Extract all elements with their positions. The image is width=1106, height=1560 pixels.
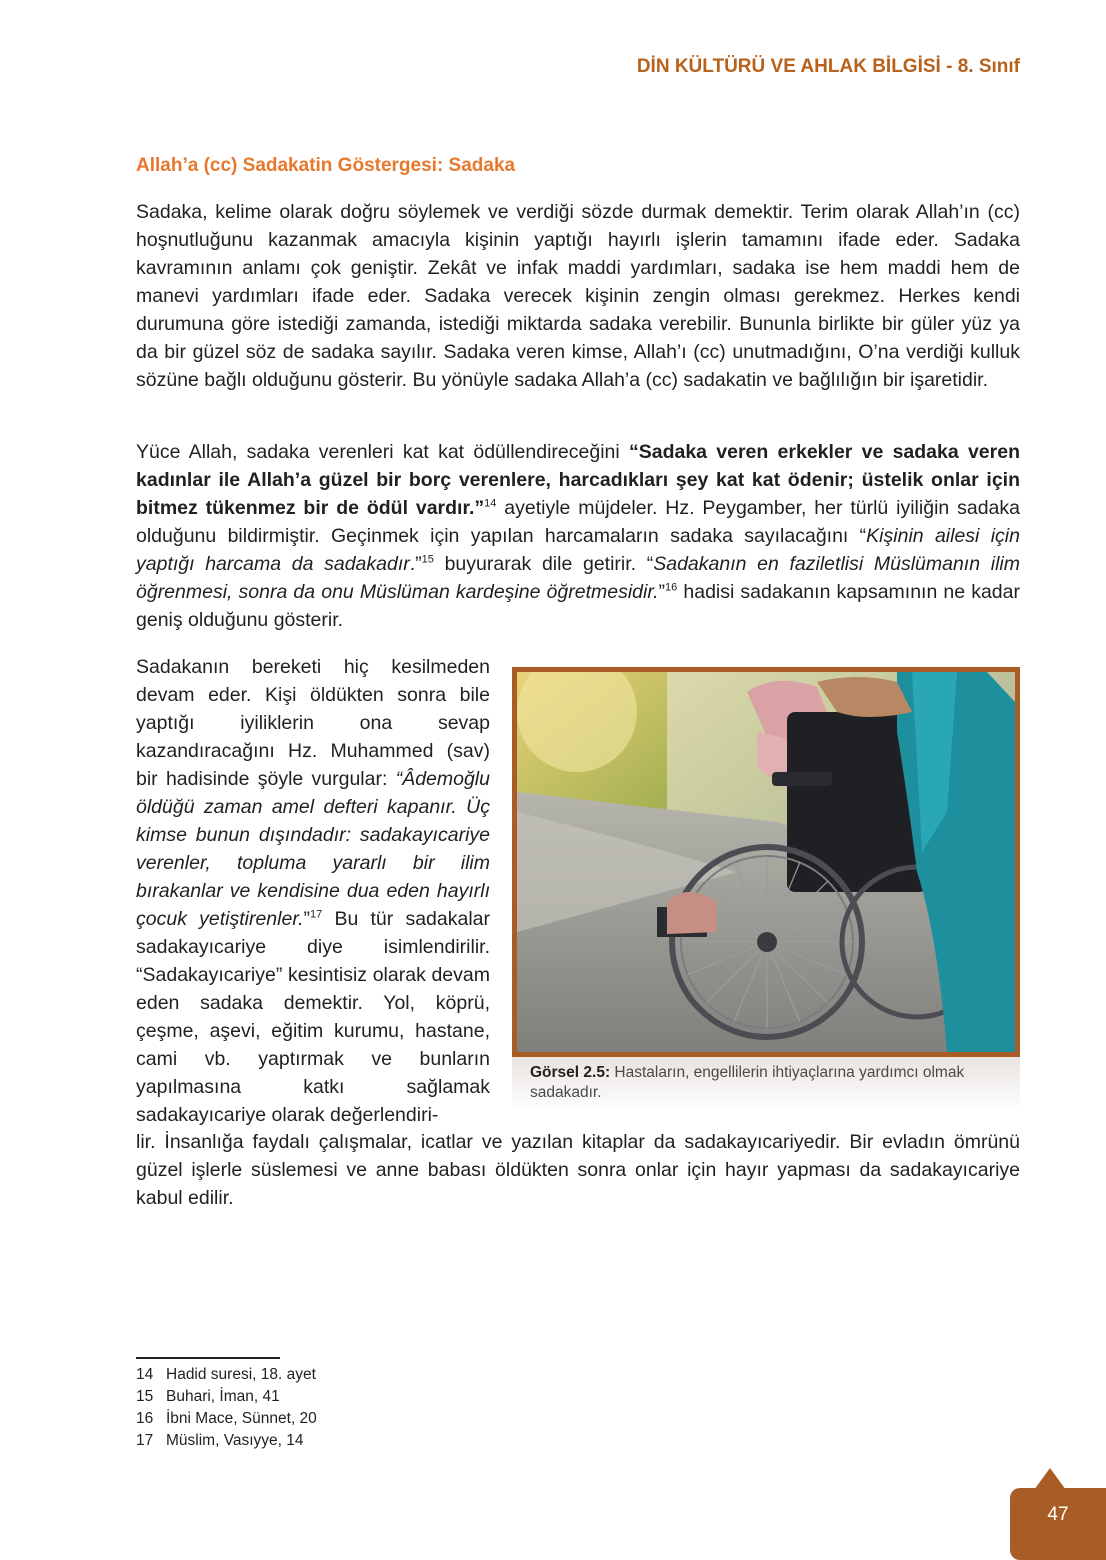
footnote-text: Hadid suresi, 18. ayet xyxy=(166,1366,316,1383)
figure-wheelchair-photo xyxy=(512,667,1020,1057)
paragraph-definition: Sadaka, kelime olarak doğru söylemek ve verdiği sözde durmak demektir. Terim olarak Allah’ın (cc) hoşnutluğunu kazanmak amacıyla kişinin yaptığı hayırlı işlerin tamamını ifade eder. Sadaka kavramının anlamı çok geniştir. Zekât ve infak maddi yardımları, sadaka ise hem maddi hem de manevi yardımları ifade eder. Sadaka verecek kişinin zengin olması gerekmez. Herkes kendi durumuna göre istediği zamanda, istediği miktarda sadaka verebilir. Bununla birlikte bir güler yüz ya da bir güzel söz de sadaka sayılır. Sadaka veren kimse, Allah’ı (cc) unutmadığını, O’na verdiği kulluk sözüne bağlı olduğunu gösterir. Bu yönüyle sadaka Allah’a (cc) sadakatin ve bağlılığın bir işaretidir. xyxy=(136,201,1020,391)
paragraph-ayah-mid2: buyurarak dile getirir. “ xyxy=(433,553,654,575)
paragraph-ayah-intro: Yüce Allah, sadaka verenleri kat kat ödüllendireceğini xyxy=(136,441,629,463)
footnote-ref-15[interactable]: 15 xyxy=(421,553,434,566)
hadith-quote-family: Kişinin ailesi için yaptığı harcama da sadakadır xyxy=(136,525,1020,575)
footnote-item xyxy=(136,1408,317,1430)
footnote-number: 15 xyxy=(136,1388,154,1405)
footnote-number: 17 xyxy=(136,1432,154,1449)
hadith-quote-ademoglu: “Âdemoğlu öldüğü zaman amel defteri kapanır. Üç kimse bunun dışındadır: sadakayıcariye verenler, topluma yararlı bir ilim bırakanlar ve kendisine dua eden hayırlı çocuk yetiştirenler. xyxy=(136,768,490,930)
page-number: 47 xyxy=(1047,1504,1069,1525)
footnote-item xyxy=(136,1430,317,1452)
footnote-item xyxy=(136,1386,317,1408)
ayah-quote: “Sadaka veren erkekler ve sadaka veren kadınlar ile Allah’a güzel bir borç verenlere, harcadıkları şey kat kat ödenir; üstelik onlar için bitmez tükenmez bir de ödül vardır.” xyxy=(136,441,1020,519)
footnotes xyxy=(136,1364,317,1452)
footnote-number: 16 xyxy=(136,1410,154,1427)
figure-label: Görsel 2.5: xyxy=(530,1064,611,1081)
footnote-divider xyxy=(136,1357,280,1359)
quote-close: ” xyxy=(658,581,666,603)
quote-close: .” xyxy=(409,553,422,575)
footnote-text: İbni Mace, Sünnet, 20 xyxy=(166,1410,317,1427)
quote-close: ” xyxy=(303,908,311,930)
hadith-quote-knowledge: Sadakanın en faziletlisi Müslümanın ilim öğrenmesi, sonra da onu Müslüman kardeşine öğretmesidir. xyxy=(136,553,1020,603)
section-title: Allah’a (cc) Sadakatin Göstergesi: Sadaka xyxy=(136,155,516,176)
paragraph-sadakayicariye-rest: Bu tür sadakalar sadakayıcariye diye isimlendirilir. “Sadakayıcariye” kesintisiz olarak devam eden sadaka demektir. Yol, köprü, çeşme, aşevi, eğitim kurumu, hastane, cami vb. yaptırmak ve bunların yapılmasına katkı sağlamak sadakayıcariye olarak değerlendiri- xyxy=(136,908,490,1126)
footnote-item xyxy=(136,1364,317,1386)
figure-caption-text: Hastaların, engellilerin ihtiyaçlarına yardımcı olmak sadakadır. xyxy=(530,1064,965,1101)
footnote-text: Buhari, İman, 41 xyxy=(166,1388,280,1405)
paragraph-sadakayicariye xyxy=(136,653,490,1129)
wheelchair-photo-illustration xyxy=(517,672,1015,1052)
figure-caption xyxy=(512,1057,1020,1111)
paragraph-ayah xyxy=(136,438,1020,634)
paragraph-sadakayicariye-tail: lir. İnsanlığa faydalı çalışmalar, icatlar ve yazılan kitaplar da sadakayıcariyedir. Bir evladın ömrünü güzel işlerle süslemesi ve anne babası öldükten sonra onlar için hayır yapması da sadakayıcariye kabul edilir. xyxy=(136,1131,1020,1209)
footnote-text: Müslim, Vasıyye, 14 xyxy=(166,1432,304,1449)
paragraph-ayah-end: hadisi sadakanın kapsamının ne kadar geniş olduğunu gösterir. xyxy=(136,581,1020,631)
footnote-number: 14 xyxy=(136,1366,154,1383)
paragraph-ayah-mid: ayetiyle müjdeler. Hz. Peygamber, her türlü iyiliğin sadaka olduğunu bildirmiştir. Geçinmek için yapılan harcamaların sadaka sayılacağını “ xyxy=(136,497,1020,547)
footnote-ref-16[interactable]: 16 xyxy=(665,581,678,594)
running-header: DİN KÜLTÜRÜ VE AHLAK BİLGİSİ - 8. Sınıf xyxy=(636,56,1020,77)
footnote-ref-17[interactable]: 17 xyxy=(310,908,323,921)
footnote-ref-14[interactable]: 14 xyxy=(484,497,497,510)
paragraph-sadakayicariye-intro: Sadakanın bereketi hiç kesilmeden devam eder. Kişi öldükten sonra bile yaptığı iyiliklerin ona sevap kazandıracağını Hz. Muhammed (sav) bir hadisinde şöyle vurgular: xyxy=(136,656,490,790)
